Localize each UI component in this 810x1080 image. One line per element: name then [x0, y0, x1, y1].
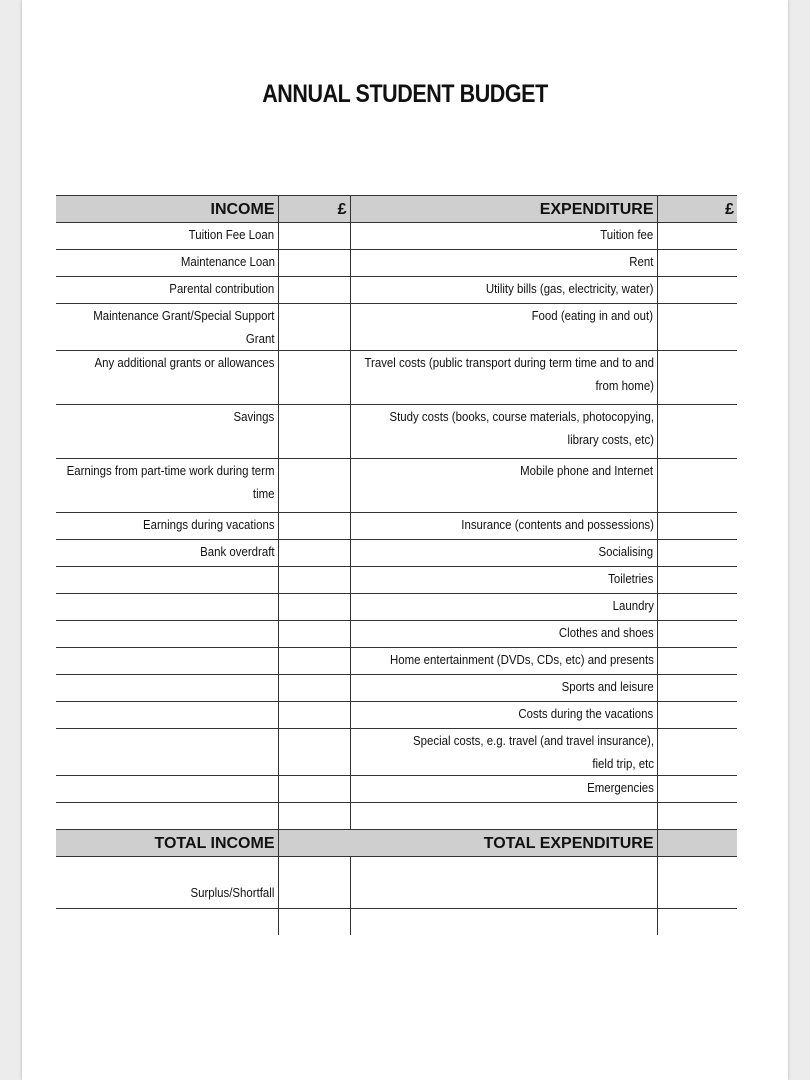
table-row: [56, 702, 737, 729]
expenditure-item: Travel costs (public transport during term time and to and from home): [350, 351, 657, 405]
income-amount-cell: [278, 513, 350, 540]
income-amount-cell: [278, 459, 350, 513]
income-item: [56, 567, 278, 594]
income-amount-cell: [278, 405, 350, 459]
total-income-label: TOTAL INCOME: [56, 830, 278, 857]
total-income-amount-cell: [278, 830, 350, 857]
table-row: [56, 513, 737, 540]
income-amount-cell: [278, 304, 350, 351]
expenditure-amount-cell: [657, 594, 737, 621]
spacer-row: [56, 803, 737, 830]
table-row: [56, 304, 737, 351]
expenditure-amount-cell: [657, 675, 737, 702]
totals-row: [56, 830, 737, 857]
expenditure-item: Sports and leisure: [350, 675, 657, 702]
expenditure-amount-cell: [657, 405, 737, 459]
expenditure-amount-cell: [657, 540, 737, 567]
income-item: Tuition Fee Loan: [56, 223, 278, 250]
expenditure-item: Laundry: [350, 594, 657, 621]
table-row: [56, 277, 737, 304]
expenditure-item: Tuition fee: [350, 223, 657, 250]
table-row: [56, 223, 737, 250]
expenditure-amount-cell: [657, 648, 737, 675]
header-row: [56, 196, 737, 223]
income-amount-cell: [278, 729, 350, 776]
expenditure-amount-cell: [657, 729, 737, 776]
income-item: [56, 702, 278, 729]
expenditure-item: Costs during the vacations: [350, 702, 657, 729]
income-item: [56, 594, 278, 621]
total-expenditure-amount-cell: [657, 830, 737, 857]
trailing-row: [56, 909, 737, 935]
income-amount-cell: [278, 702, 350, 729]
income-item: [56, 621, 278, 648]
table-row: [56, 675, 737, 702]
expenditure-item: Toiletries: [350, 567, 657, 594]
expenditure-amount-cell: [657, 459, 737, 513]
expenditure-amount-cell: [657, 351, 737, 405]
expenditure-amount-cell: [657, 567, 737, 594]
income-amount-cell: [278, 648, 350, 675]
income-item: [56, 729, 278, 776]
expenditure-item: Home entertainment (DVDs, CDs, etc) and presents: [350, 648, 657, 675]
expenditure-item: Special costs, e.g. travel (and travel insurance), field trip, etc: [350, 729, 657, 776]
expenditure-amount-cell: [657, 223, 737, 250]
income-amount-cell: [278, 594, 350, 621]
expenditure-item: Mobile phone and Internet: [350, 459, 657, 513]
expenditure-currency-header: £: [657, 196, 737, 223]
income-item: Earnings from part-time work during term time: [56, 459, 278, 513]
income-item: Maintenance Loan: [56, 250, 278, 277]
table-row: [56, 459, 737, 513]
income-amount-cell: [278, 567, 350, 594]
expenditure-amount-cell: [657, 250, 737, 277]
income-item: Earnings during vacations: [56, 513, 278, 540]
income-item: Maintenance Grant/Special Support Grant: [56, 304, 278, 351]
income-item: Bank overdraft: [56, 540, 278, 567]
income-item: Savings: [56, 405, 278, 459]
income-item: [56, 675, 278, 702]
expenditure-item: Emergencies: [350, 776, 657, 803]
income-amount-cell: [278, 776, 350, 803]
expenditure-item: Insurance (contents and possessions): [350, 513, 657, 540]
expenditure-header: EXPENDITURE: [350, 196, 657, 223]
expenditure-item: Clothes and shoes: [350, 621, 657, 648]
total-expenditure-label: TOTAL EXPENDITURE: [350, 830, 657, 857]
expenditure-amount-cell: [657, 621, 737, 648]
income-item: Parental contribution: [56, 277, 278, 304]
expenditure-amount-cell: [657, 304, 737, 351]
income-amount-cell: [278, 540, 350, 567]
table-row: [56, 351, 737, 405]
expenditure-amount-cell: [657, 702, 737, 729]
surplus-label: Surplus/Shortfall: [56, 857, 278, 909]
expenditure-item: Food (eating in and out): [350, 304, 657, 351]
table-row: [56, 540, 737, 567]
table-row: [56, 729, 737, 776]
table-row: [56, 776, 737, 803]
income-amount-cell: [278, 351, 350, 405]
income-item: Any additional grants or allowances: [56, 351, 278, 405]
surplus-row: [56, 857, 737, 909]
income-amount-cell: [278, 277, 350, 304]
table-row: [56, 621, 737, 648]
table-row: [56, 648, 737, 675]
income-amount-cell: [278, 675, 350, 702]
expenditure-amount-cell: [657, 277, 737, 304]
table-row: [56, 250, 737, 277]
expenditure-amount-cell: [657, 513, 737, 540]
table-row: [56, 594, 737, 621]
income-amount-cell: [278, 250, 350, 277]
page-title: ANNUAL STUDENT BUDGET: [262, 80, 548, 108]
income-item: [56, 776, 278, 803]
expenditure-item: Rent: [350, 250, 657, 277]
expenditure-item: Socialising: [350, 540, 657, 567]
income-item: [56, 648, 278, 675]
income-currency-header: £: [278, 196, 350, 223]
expenditure-amount-cell: [657, 776, 737, 803]
budget-table: [56, 195, 737, 935]
expenditure-item: Study costs (books, course materials, photocopying, library costs, etc): [350, 405, 657, 459]
surplus-amount-cell: [278, 857, 350, 909]
table-row: [56, 567, 737, 594]
expenditure-item: Utility bills (gas, electricity, water): [350, 277, 657, 304]
income-amount-cell: [278, 223, 350, 250]
income-amount-cell: [278, 621, 350, 648]
income-header: INCOME: [56, 196, 278, 223]
table-row: [56, 405, 737, 459]
